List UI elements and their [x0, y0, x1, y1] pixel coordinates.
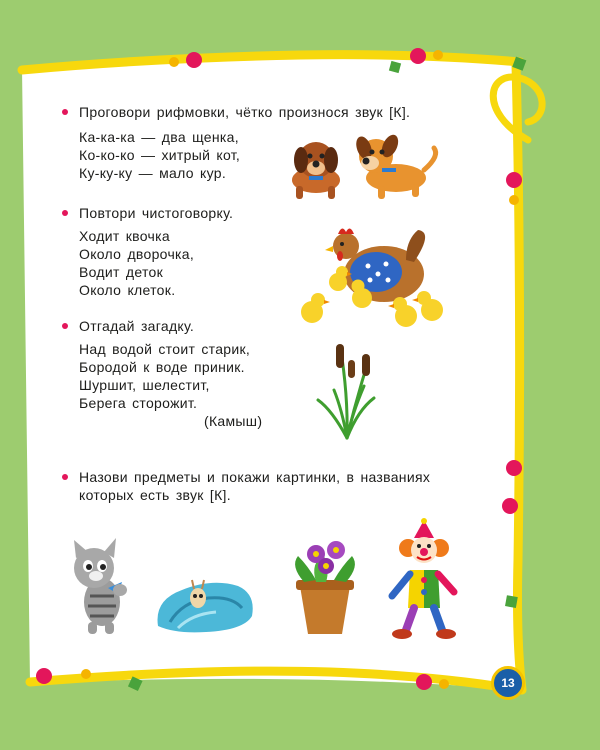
tongue-twister-verse — [79, 227, 233, 299]
bullet-dot — [62, 474, 68, 480]
verse-line: Ку-ку-ку — мало кур. — [79, 165, 227, 181]
puppy-left — [292, 142, 340, 199]
cattails-illustration — [312, 340, 382, 440]
shell-illustration — [152, 572, 260, 636]
instruction-text: Повтори чистоговорку. — [79, 205, 234, 221]
instruction-rhymes — [79, 103, 410, 121]
bullet-dot — [62, 109, 68, 115]
decor-square — [505, 595, 518, 608]
decor-dot — [410, 48, 426, 64]
decor-dot — [502, 498, 518, 514]
instruction-text: Отгадай загадку. — [79, 318, 195, 334]
verse-line: Водит деток — [79, 264, 164, 280]
verse-line: Над водой стоит старик, — [79, 341, 251, 357]
instruction-text-continued: которых есть звук [К]. — [79, 487, 231, 503]
instruction-riddle — [79, 317, 262, 335]
decor-dot — [81, 669, 91, 679]
page-number: 13 — [501, 676, 515, 690]
decor-dot — [506, 172, 522, 188]
hen — [325, 228, 425, 302]
page-number-badge — [491, 666, 525, 700]
section-riddle — [79, 317, 262, 430]
verse-line: Около дворочка, — [79, 246, 195, 262]
verse-line: Шуршит, шелестит, — [79, 377, 210, 393]
puppy-right — [353, 132, 435, 199]
section-name-objects — [79, 468, 430, 504]
cattail-head — [348, 360, 355, 378]
decor-dot — [36, 668, 52, 684]
violet-flowers — [307, 541, 345, 574]
verse-line: Берега сторожит. — [79, 395, 198, 411]
decor-dot — [509, 195, 519, 205]
flower-pot-illustration — [286, 536, 364, 638]
instruction-text: Назови предметы и покажи картинки, в названиях — [79, 469, 431, 485]
instruction-tongue-twister — [79, 204, 233, 222]
cattail-head — [362, 354, 370, 376]
bullet-dot — [62, 323, 68, 329]
decor-dot — [506, 460, 522, 476]
verse-line: Около клеток. — [79, 282, 176, 298]
riddle-answer: (Камыш) — [204, 413, 263, 429]
instruction-text: Проговори рифмовки, чётко произнося звук [К]. — [79, 104, 411, 120]
decor-dot — [439, 679, 449, 689]
verse-line: Бородой к воде приник. — [79, 359, 245, 375]
bullet-dot — [62, 210, 68, 216]
decor-dot — [433, 50, 443, 60]
verse-line: Ходит квочка — [79, 228, 170, 244]
instruction-name-objects — [79, 468, 430, 486]
frame-right-stripe — [516, 64, 522, 690]
verse-line: Ко-ко-ко — хитрый кот, — [79, 147, 241, 163]
decor-dot — [169, 57, 179, 67]
section-tongue-twister — [79, 204, 233, 299]
clown-illustration — [384, 518, 464, 642]
riddle-verse — [79, 340, 262, 430]
decor-dot — [416, 674, 432, 690]
hen-with-chicks-illustration — [294, 222, 454, 334]
verse-line: Ка-ка-ка — два щенка, — [79, 129, 239, 145]
decor-dot — [186, 52, 202, 68]
cattail-head — [336, 344, 344, 368]
kitten-illustration — [60, 538, 140, 638]
puppies-illustration — [284, 130, 444, 202]
